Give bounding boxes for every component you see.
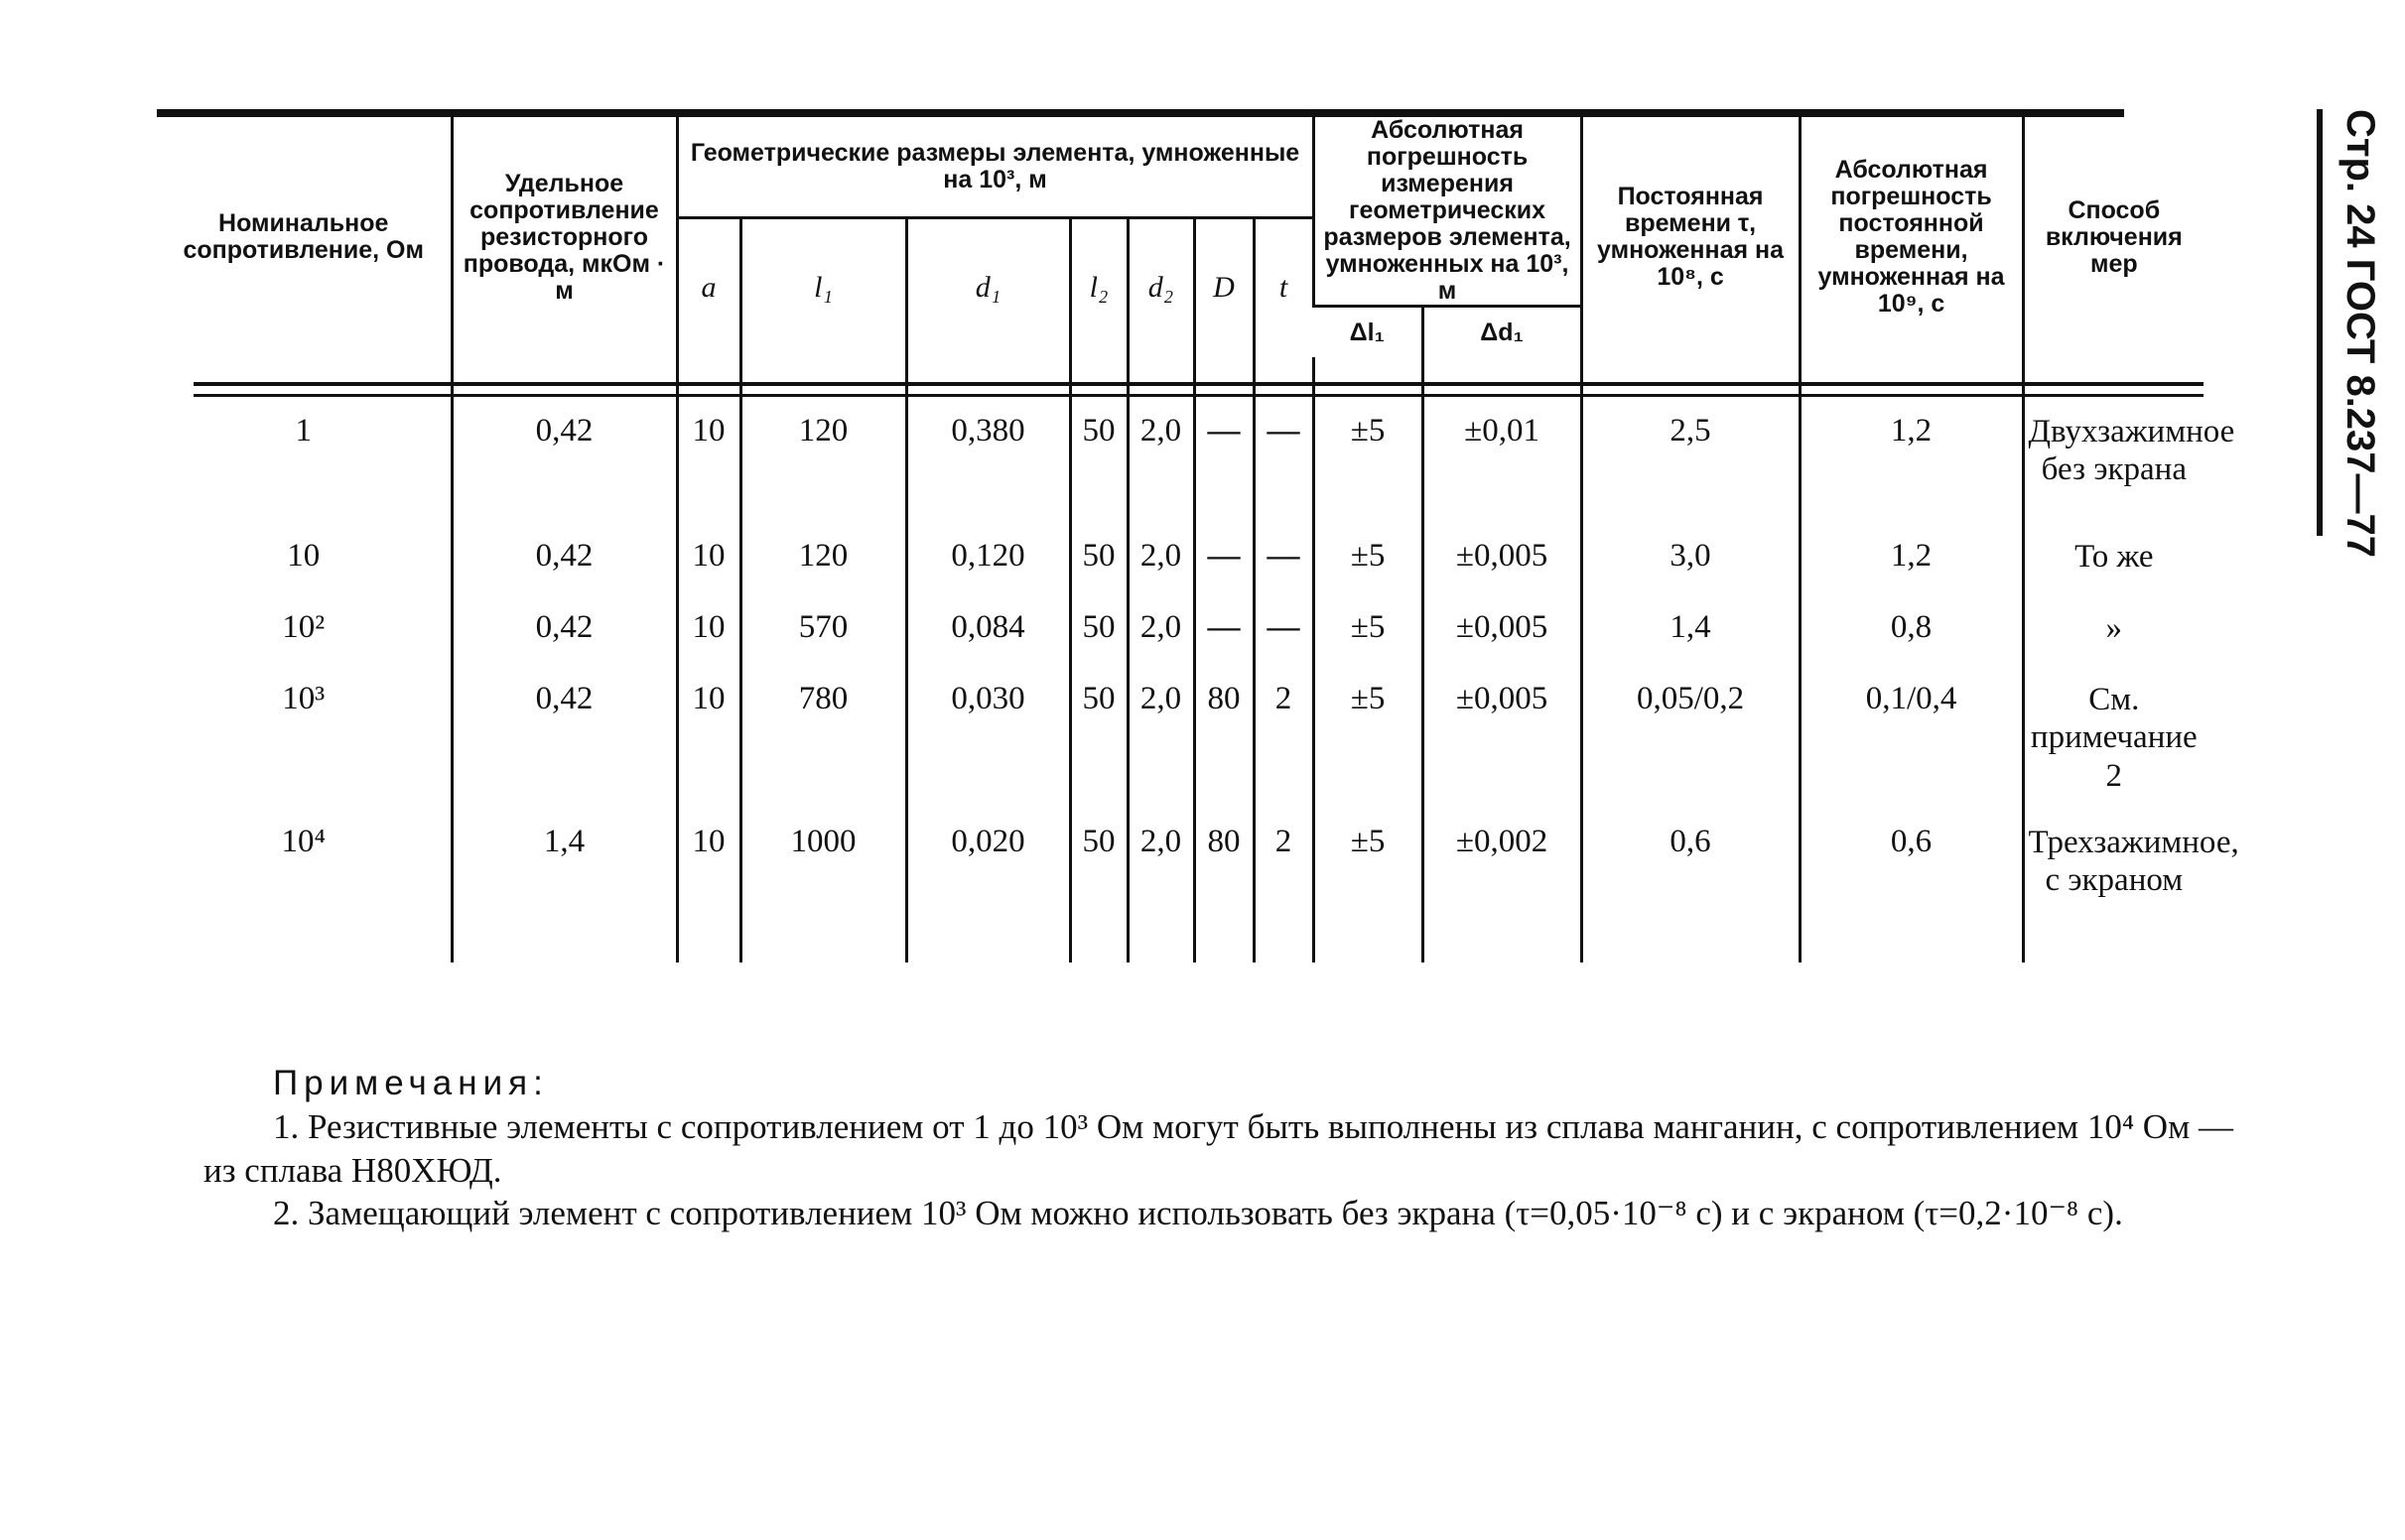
cell-d2: 2,0 (1128, 671, 1194, 814)
header-abs-time-error: Абсолютная погрешность постоянной времени, умноженная на 10⁹, с (1800, 117, 2023, 357)
cell-l2: 50 (1070, 599, 1128, 671)
cell-delta-d1: ±0,005 (1422, 528, 1581, 599)
cell-mode: Трехзажимное, с экраном (2023, 814, 2204, 962)
resistor-parameters-table (157, 116, 2239, 962)
cell-tau: 0,05/0,2 (1581, 671, 1800, 814)
cell-t: 2 (1254, 671, 1313, 814)
cell-delta-l1: ±5 (1313, 814, 1422, 962)
cell-delta-l1: ±5 (1313, 528, 1422, 599)
header-mode: Способ включения мер (2023, 117, 2204, 357)
cell-l1: 1000 (740, 814, 906, 962)
header-d1: d₁ (906, 218, 1070, 358)
cell-resistivity: 0,42 (452, 357, 677, 528)
cell-D: — (1194, 599, 1254, 671)
header-separator-rule (194, 394, 2204, 397)
cell-d1: 0,120 (906, 528, 1070, 599)
cell-l2: 50 (1070, 528, 1128, 599)
cell-nominal: 10 (157, 528, 452, 599)
cell-tau: 1,4 (1581, 599, 1800, 671)
cell-nominal: 10⁴ (157, 814, 452, 962)
cell-d1: 0,084 (906, 599, 1070, 671)
cell-l1: 120 (740, 528, 906, 599)
cell-d2: 2,0 (1128, 814, 1194, 962)
cell-D: 80 (1194, 671, 1254, 814)
page-side-label: Стр. 24 ГОСТ 8.237—77 (2317, 109, 2382, 536)
note-2: 2. Замещающий элемент с сопротивлением 10³ Ом можно использовать без экрана (τ=0,05·10⁻⁸ с) и с экраном (τ=0,2·10⁻⁸ с). (273, 1194, 2123, 1233)
header-geometry: Геометрические размеры элемента, умноженные на 10³, м (677, 117, 1313, 218)
header-time-const: Постоянная времени τ, умноженная на 10⁸, с (1581, 117, 1800, 357)
notes-title: Примечания: (273, 1064, 549, 1102)
cell-delta-tau: 0,1/0,4 (1800, 671, 2023, 814)
note-1: 1. Резистивные элементы с сопротивлением от 1 до 10³ Ом могут быть выполнены из сплава манганин, с сопротивлением 10⁴ Ом — из сплава Н80ХЮД. (203, 1106, 2233, 1190)
cell-delta-d1: ±0,005 (1422, 671, 1581, 814)
table-row (157, 599, 2204, 671)
cell-d1: 0,030 (906, 671, 1070, 814)
cell-a: 10 (677, 528, 740, 599)
table-top-rule (157, 109, 2124, 117)
cell-D: — (1194, 357, 1254, 528)
cell-resistivity: 0,42 (452, 528, 677, 599)
cell-d1: 0,380 (906, 357, 1070, 528)
cell-t: — (1254, 528, 1313, 599)
cell-a: 10 (677, 599, 740, 671)
cell-tau: 3,0 (1581, 528, 1800, 599)
header-abs-geom-error: Абсолютная погрешность измерения геометрических размеров элемента, умноженных на 10³, м (1313, 117, 1581, 307)
notes-section (203, 1062, 2233, 1235)
cell-l2: 50 (1070, 814, 1128, 962)
header-delta-d1: Δd₁ (1422, 307, 1581, 358)
cell-d2: 2,0 (1128, 599, 1194, 671)
cell-mode: » (2023, 599, 2204, 671)
header-resistivity: Удельное сопротивление резисторного провода, мкОм · м (452, 117, 677, 357)
header-D: D (1194, 218, 1254, 358)
header-a: a (677, 218, 740, 358)
cell-D: 80 (1194, 814, 1254, 962)
header-nominal: Номинальное сопротивление, Ом (157, 117, 452, 357)
cell-delta-tau: 1,2 (1800, 357, 2023, 528)
cell-t: 2 (1254, 814, 1313, 962)
cell-delta-l1: ±5 (1313, 357, 1422, 528)
cell-t: — (1254, 599, 1313, 671)
cell-nominal: 10² (157, 599, 452, 671)
cell-l2: 50 (1070, 357, 1128, 528)
cell-tau: 2,5 (1581, 357, 1800, 528)
cell-a: 10 (677, 357, 740, 528)
cell-tau: 0,6 (1581, 814, 1800, 962)
cell-a: 10 (677, 814, 740, 962)
header-separator-rule (194, 382, 2204, 386)
cell-delta-l1: ±5 (1313, 599, 1422, 671)
cell-l1: 120 (740, 357, 906, 528)
cell-mode: См. примечание 2 (2023, 671, 2204, 814)
cell-d1: 0,020 (906, 814, 1070, 962)
table-row (157, 814, 2204, 962)
cell-t: — (1254, 357, 1313, 528)
header-l2: l₂ (1070, 218, 1128, 358)
cell-resistivity: 0,42 (452, 671, 677, 814)
cell-delta-tau: 0,6 (1800, 814, 2023, 962)
cell-l1: 570 (740, 599, 906, 671)
cell-D: — (1194, 528, 1254, 599)
cell-nominal: 10³ (157, 671, 452, 814)
cell-nominal: 1 (157, 357, 452, 528)
header-row-1 (157, 117, 2204, 218)
cell-delta-tau: 1,2 (1800, 528, 2023, 599)
header-d2: d₂ (1128, 218, 1194, 358)
cell-d2: 2,0 (1128, 357, 1194, 528)
header-t: t (1254, 218, 1313, 358)
cell-delta-tau: 0,8 (1800, 599, 2023, 671)
cell-l2: 50 (1070, 671, 1128, 814)
table-row (157, 671, 2204, 814)
header-l1: l₁ (740, 218, 906, 358)
cell-delta-d1: ±0,01 (1422, 357, 1581, 528)
header-delta-l1: Δl₁ (1313, 307, 1422, 358)
cell-delta-d1: ±0,005 (1422, 599, 1581, 671)
cell-d2: 2,0 (1128, 528, 1194, 599)
cell-resistivity: 0,42 (452, 599, 677, 671)
cell-a: 10 (677, 671, 740, 814)
table-row (157, 528, 2204, 599)
cell-mode: Двухзажимное без экрана (2023, 357, 2204, 528)
cell-resistivity: 1,4 (452, 814, 677, 962)
cell-delta-d1: ±0,002 (1422, 814, 1581, 962)
cell-l1: 780 (740, 671, 906, 814)
cell-delta-l1: ±5 (1313, 671, 1422, 814)
cell-mode: То же (2023, 528, 2204, 599)
